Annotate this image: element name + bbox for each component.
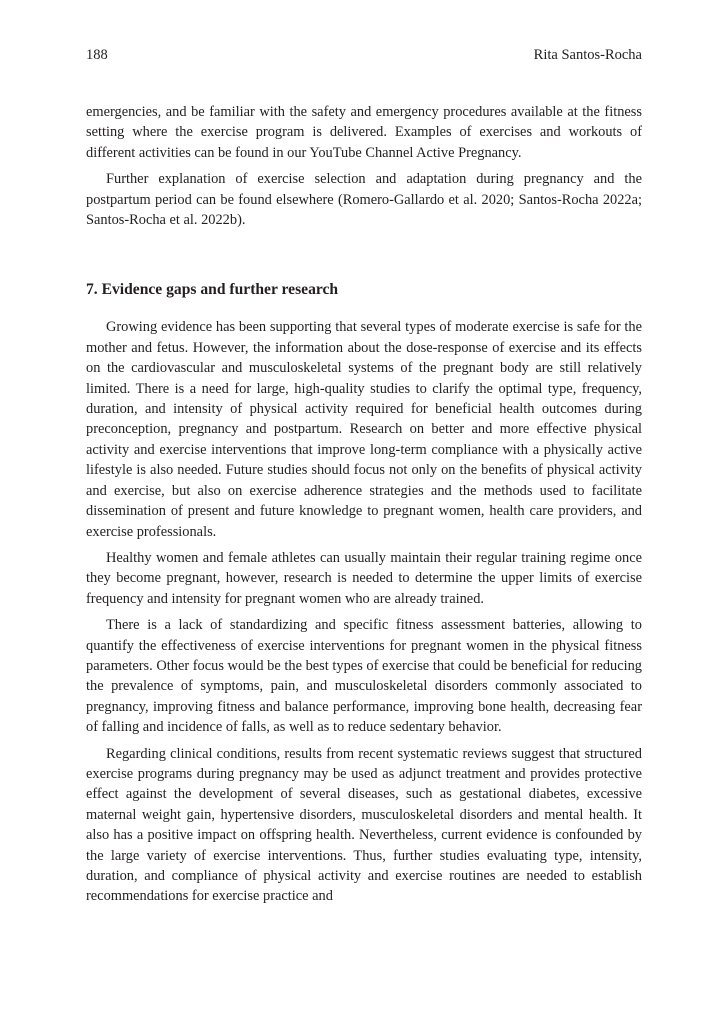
running-author: Rita Santos-Rocha (533, 47, 642, 63)
page-number: 188 (86, 47, 108, 63)
paragraph-growing-evidence: Growing evidence has been supporting that several types of moderate exercise is safe for the mother and fetus. However, the information about the dose-response of exercise and its effects on the cardiovascular and musculoskeletal systems of the pregnant body are still relatively limited. There is a need for large, high-quality studies to clarify the optimal type, frequency, duration, and intensity of physical activity required for beneficial health outcomes during preconception, pregnancy and postpartum. Research on better and more effective physical activity and exercise interventions that improve long-term compliance with a physically active lifestyle is also needed. Future studies should focus not only on the benefits of physical activity and exercise, but also on exercise adherence strategies and the methods used to facilitate dissemination of present and future knowledge to pregnant women, health care providers, and exercise professionals. (86, 319, 642, 540)
page-body (86, 102, 642, 913)
section-heading: 7. Evidence gaps and further research (86, 281, 339, 299)
paragraph-healthy-women: Healthy women and female athletes can usually maintain their regular training regime once they become pregnant, however, research is needed to determine the upper limits of exercise frequency and intensity for pregnant women who are already trained. (86, 549, 642, 607)
running-header (86, 46, 642, 64)
paragraph-clinical-conditions: Regarding clinical conditions, results from recent systematic reviews suggest that structured exercise programs during pregnancy may be used as adjunct treatment and provides protective effect against the development of several diseases, such as gestational diabetes, excessive maternal weight gain, hypertensive disorders, musculoskeletal disorders and mental health. It also has a positive impact on offspring health. Nevertheless, current evidence is confounded by the large variety of exercise interventions. Thus, further studies evaluating type, intensity, duration, and compliance of physical activity and exercise routines are needed to establish recommendations for exercise practice and (86, 745, 642, 905)
paragraph-fitness-assessment: There is a lack of standardizing and specific fitness assessment batteries, allowing to quantify the effectiveness of exercise interventions for pregnant women in the physical fitness parameters. Other focus would be the best types of exercise that could be beneficial for reducing the prevalence of symptoms, pain, and musculoskeletal disorders commonly associated to pregnancy, improving fitness and balance performance, improving bone health, decreasing fear of falling and incidence of falls, as well as to reduce sedentary behavior. (86, 617, 642, 736)
paragraph-further-explanation: Further explanation of exercise selection and adaptation during pregnancy and the postpartum period can be found elsewhere (Romero-Gallardo et al. 2020; Santos-Rocha 2022a; Santos-Rocha et al. 2022b). (86, 171, 642, 229)
paragraph-continuation: emergencies, and be familiar with the safety and emergency procedures available at the fitness setting where the exercise program is delivered. Examples of exercises and workouts of different activities can be found in our YouTube Channel Active Pregnancy. (86, 104, 642, 161)
